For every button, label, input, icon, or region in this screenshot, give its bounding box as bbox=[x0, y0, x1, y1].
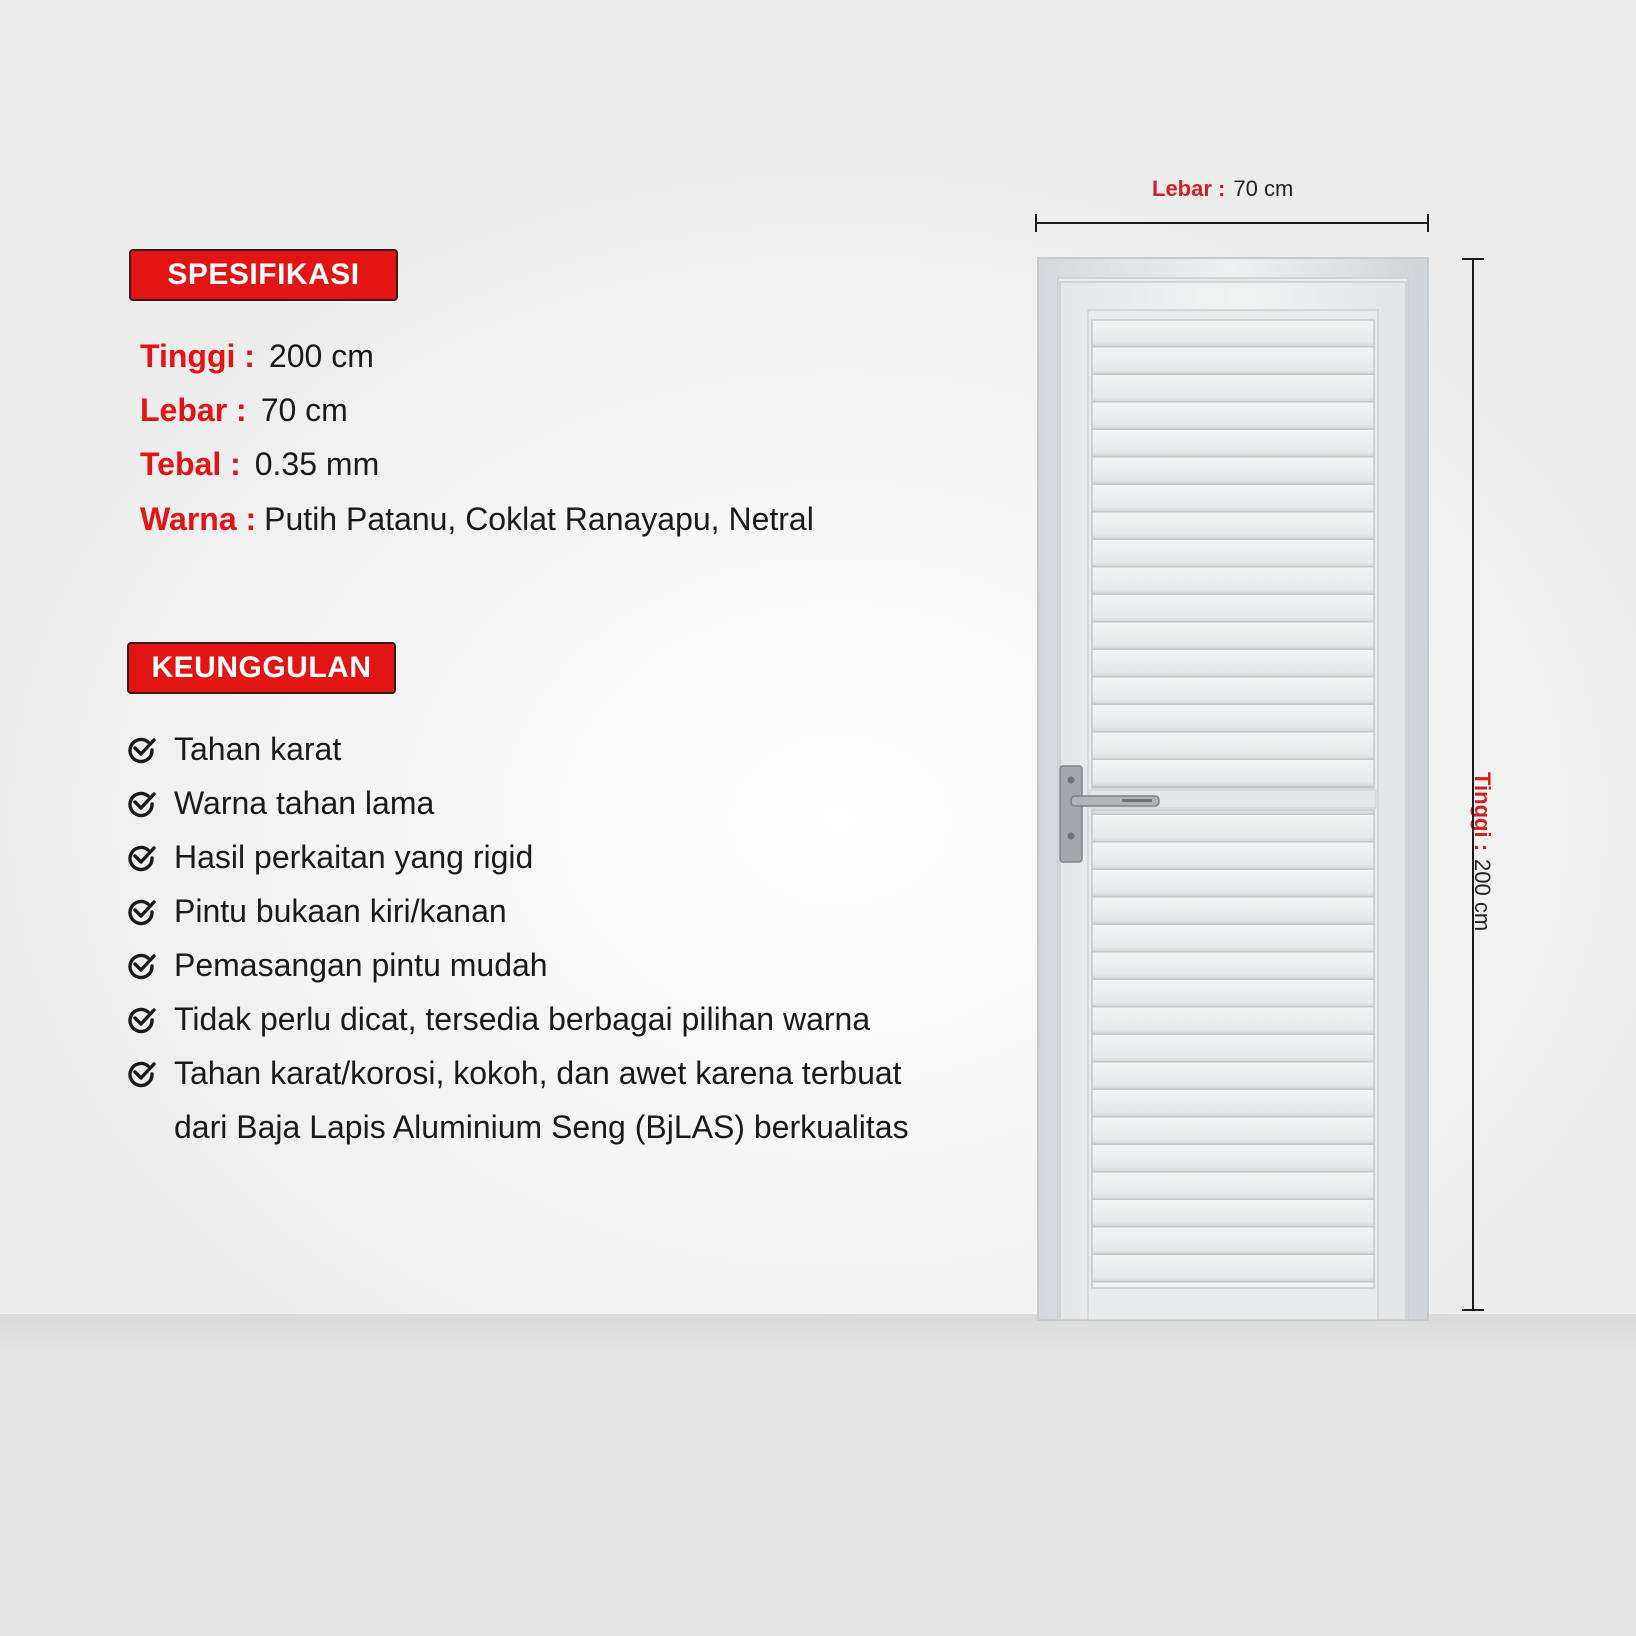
spec-label-color: Warna : bbox=[140, 501, 257, 537]
advantage-item bbox=[126, 938, 1026, 992]
advantage-text: Tahan karat bbox=[174, 731, 342, 767]
advantage-item-continuation bbox=[126, 1100, 1026, 1154]
check-circle-icon bbox=[126, 950, 156, 980]
advantage-item bbox=[126, 830, 1026, 884]
advantage-item bbox=[126, 776, 1026, 830]
advantage-item bbox=[126, 722, 1026, 776]
spec-row-thickness bbox=[140, 446, 379, 483]
check-circle-icon bbox=[126, 1004, 156, 1034]
spec-value-thickness: 0.35 mm bbox=[254, 446, 380, 482]
check-circle-icon bbox=[126, 734, 156, 764]
specification-heading-badge bbox=[129, 249, 398, 301]
advantages-heading: KEUNGGULAN bbox=[151, 651, 372, 684]
width-dimension-label bbox=[1152, 176, 1293, 202]
spec-value-width: 70 cm bbox=[260, 392, 348, 428]
check-circle-icon bbox=[126, 1058, 156, 1088]
height-dimension-key: Tinggi : bbox=[1470, 772, 1495, 852]
spec-label-width: Lebar : bbox=[140, 392, 247, 428]
advantage-item bbox=[126, 1046, 1026, 1100]
advantages-list bbox=[126, 722, 1026, 1154]
advantage-text: Pintu bukaan kiri/kanan bbox=[174, 893, 507, 929]
advantage-item bbox=[126, 992, 1026, 1046]
advantage-item bbox=[126, 884, 1026, 938]
lower-louvre-panel bbox=[1092, 810, 1374, 1288]
spec-label-height: Tinggi : bbox=[140, 338, 255, 374]
advantage-text: Hasil perkaitan yang rigid bbox=[174, 839, 534, 875]
check-circle-icon bbox=[126, 788, 156, 818]
advantages-heading-badge bbox=[127, 642, 396, 694]
upper-louvre-panel bbox=[1092, 320, 1374, 788]
advantage-text: Tahan karat/korosi, kokoh, dan awet karena terbuat bbox=[174, 1055, 902, 1091]
floor-background bbox=[0, 1314, 1636, 1636]
width-dimension-value: 70 cm bbox=[1233, 176, 1294, 201]
advantage-text: Tidak perlu dicat, tersedia berbagai pilihan warna bbox=[174, 1001, 871, 1037]
spec-value-color: Putih Patanu, Coklat Ranayapu, Netral bbox=[264, 501, 814, 537]
spec-label-thickness: Tebal : bbox=[140, 446, 241, 482]
door-illustration bbox=[1030, 210, 1560, 1330]
spec-row-height bbox=[140, 338, 374, 375]
check-circle-icon bbox=[126, 896, 156, 926]
spec-row-color bbox=[140, 501, 814, 538]
specification-heading: SPESIFIKASI bbox=[167, 258, 360, 291]
advantage-text: dari Baja Lapis Aluminium Seng (BjLAS) berkualitas bbox=[174, 1109, 909, 1145]
advantage-text: Warna tahan lama bbox=[174, 785, 435, 821]
advantage-text: Pemasangan pintu mudah bbox=[174, 947, 548, 983]
spec-value-height: 200 cm bbox=[268, 338, 374, 374]
width-dimension-key: Lebar : bbox=[1152, 176, 1226, 201]
height-dimension-value: 200 cm bbox=[1470, 859, 1495, 932]
height-dimension-line bbox=[1462, 259, 1484, 1310]
width-dimension-line bbox=[1036, 214, 1428, 232]
spec-row-width bbox=[140, 392, 348, 429]
check-circle-icon bbox=[126, 842, 156, 872]
